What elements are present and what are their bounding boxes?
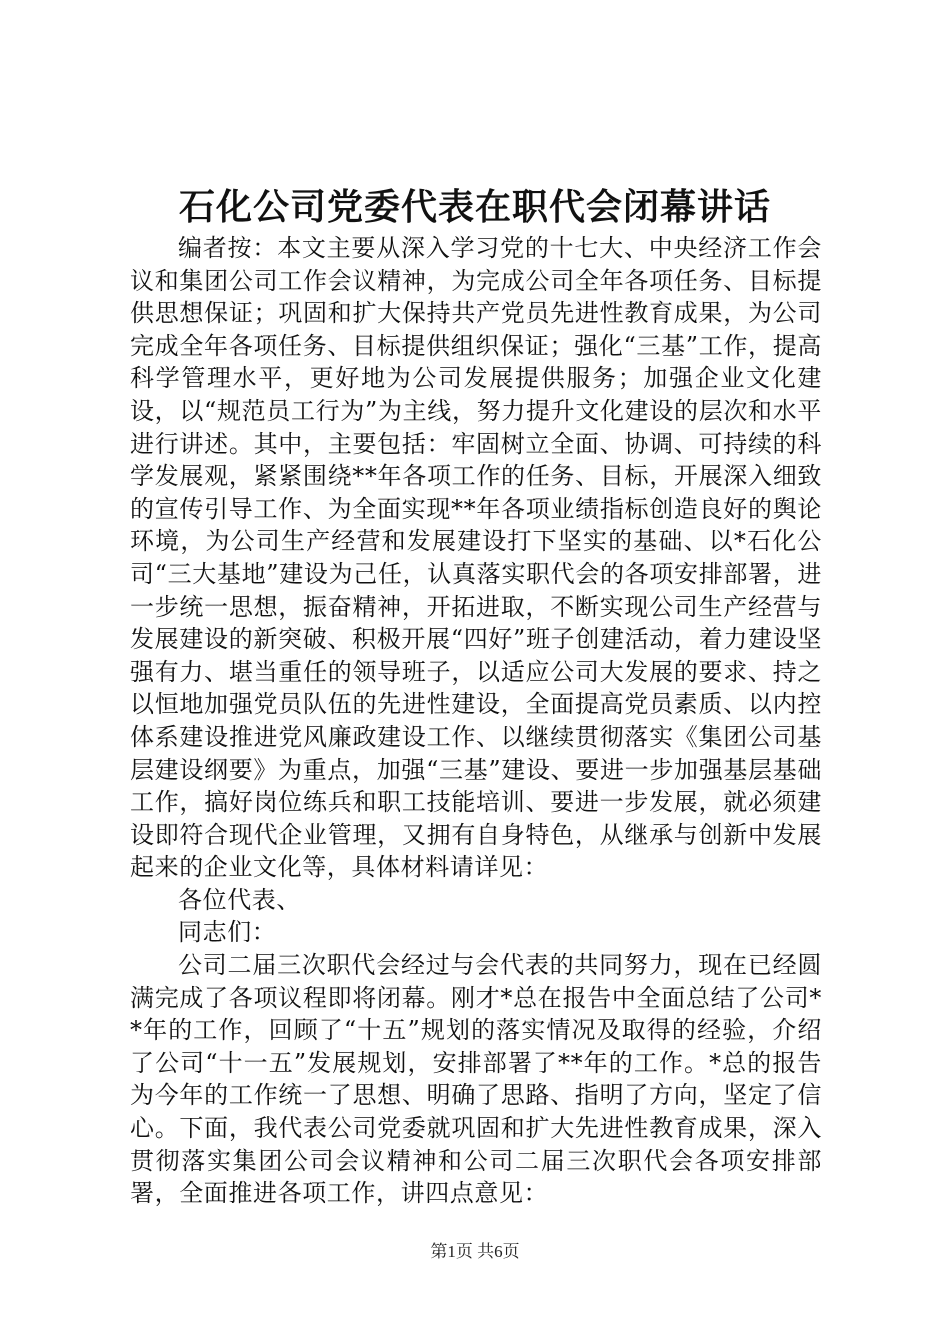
- editor-note-paragraph: 编者按：本文主要从深入学习党的十七大、中央经济工作会议和集团公司工作会议精神，为完成公司全年各项任务、目标提供思想保证；巩固和扩大保持共产党员先进性教育成果，为公司完成全年各项任务、目标提供组织保证；强化“三基”工作，提高科学管理水平，更好地为公司发展提供服务；加强企业文化建设，以“规范员工行为”为主线，努力提升文化建设的层次和水平进行讲述。其中，主要包括：牢固树立全面、协调、可持续的科学发展观，紧紧围绕**年各项工作的任务、目标，开展深入细致的宣传引导工作、为全面实现**年各项业绩指标创造良好的舆论环境，为公司生产经营和发展建设打下坚实的基础、以*石化公司“三大基地”建设为己任，认真落实职代会的各项安排部署，进一步统一思想，振奋精神，开拓进取，不断实现公司生产经营与发展建设的新突破、积极开展“四好”班子创建活动，着力建设坚强有力、堪当重任的领导班子，以适应公司大发展的要求、持之以恒地加强党员队伍的先进性建设，全面提高党员素质、以内控体系建设推进党风廉政建设工作、以继续贯彻落实《集团公司基层建设纲要》为重点，加强“三基”建设、要进一步加强基层基础工作，搞好岗位练兵和职工技能培训、要进一步发展，就必须建设即符合现代企业管理，又拥有自身特色，从继承与创新中发展起来的企业文化等，具体材料请详见：: [130, 234, 822, 882]
- document-body: [130, 232, 822, 1210]
- page-number-footer: 第1页 共6页: [430, 1242, 520, 1261]
- salutation-delegates: 各位代表、: [178, 885, 301, 914]
- salutation-comrades: 同志们：: [178, 918, 277, 947]
- document-title: 石化公司党委代表在职代会闭幕讲话: [178, 186, 771, 228]
- speech-opening-paragraph: 公司二届三次职代会经过与会代表的共同努力，现在已经圆满完成了各项议程即将闭幕。刚才*总在报告中全面总结了公司**年的工作，回顾了“十五”规划的落实情况及取得的经验，介绍了公司“十一五”发展规划，安排部署了**年的工作。*总的报告为今年的工作统一了思想、明确了思路、指明了方向，坚定了信心。下面，我代表公司党委就巩固和扩大先进性教育成果，深入贯彻落实集团公司会议精神和公司二届三次职代会各项安排部署，全面推进各项工作，讲四点意见：: [130, 951, 822, 1208]
